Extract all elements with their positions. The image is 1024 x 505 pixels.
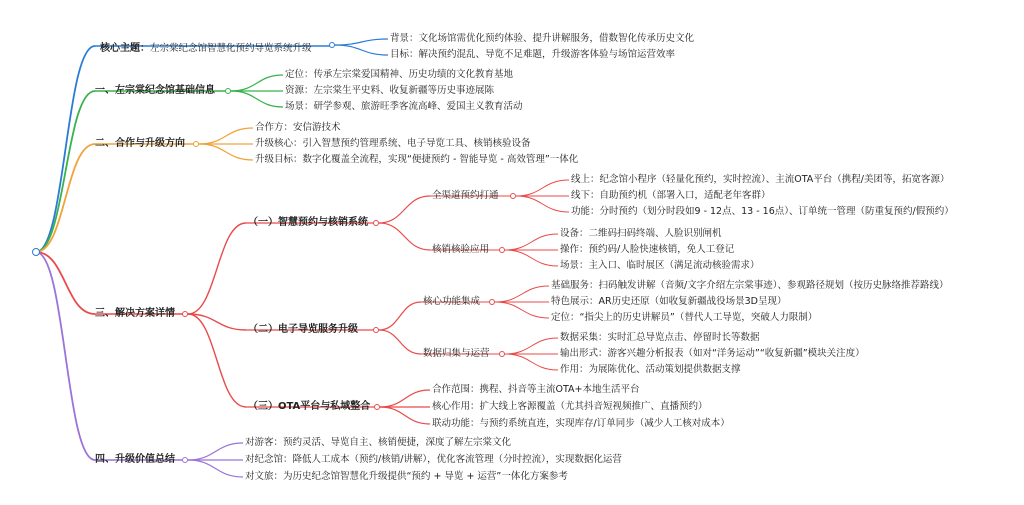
edge-s3a-channel (379, 196, 430, 223)
s3b-dot (373, 327, 379, 333)
s3a-device: 设备：二维码扫码终端、人脸识别闸机 (560, 228, 722, 239)
s2-upgrade-core: 升级核心：引入智慧预约管理系统、电子导览工具、核销核验设备 (255, 138, 531, 149)
edge-s1-scene (231, 91, 283, 107)
s3a-channel[interactable]: 全渠道预约打通 (432, 190, 499, 201)
edge-s3-a (188, 223, 246, 314)
edge-core-goal (335, 45, 388, 55)
core-theme-label: 左宗棠纪念馆智慧化预约导览系统升级 (150, 43, 312, 54)
s3b-basic-service: 基础服务：扫码触发讲解（音频/文字介绍左宗棠事迹）、参观路径规划（按历史脉络推荐路线） (551, 280, 949, 291)
edge-s1-pos (231, 75, 283, 91)
s3a-online: 线上：纪念馆小程序（轻量化预约，实时控流）、主流OTA平台（携程/美团等，拓宽客源） (571, 174, 950, 185)
s4-museum: 对纪念馆：降低人工成本（预约/核销/讲解），优化客流管理（分时控流），实现数据化运营 (245, 454, 622, 465)
s3a-scene: 场景：主入口、临时展区（满足流动核验需求） (560, 260, 760, 271)
s3a-channel-dot (510, 193, 516, 199)
edge-s3a-verify (379, 223, 430, 250)
edge-s3b-data (379, 330, 421, 354)
s3a-booking-verify[interactable]: （一）智慧预约与核销系统 (248, 217, 368, 228)
s3b-data[interactable]: 数据归集与运营 (423, 348, 490, 359)
edge-s3b-core (379, 302, 421, 330)
s3b-collect: 数据采集：实时汇总导览点击、停留时长等数据 (560, 332, 760, 343)
edge-data-collect (505, 338, 558, 354)
section-2-dot (193, 141, 199, 147)
section-4-value[interactable]: 四、升级价值总结 (95, 454, 175, 465)
s3c-ota[interactable]: （三）OTA平台与私域整合 (248, 401, 371, 412)
edge-verify-device (505, 234, 558, 250)
s3b-core-functions[interactable]: 核心功能集成 (423, 296, 481, 307)
edge-s2-goal (199, 144, 253, 160)
s1-position: 定位：传承左宗棠爱国精神、历史功绩的文化教育基地 (285, 69, 514, 80)
edge-verify-scene (505, 250, 558, 266)
edge-s4-visitor (188, 443, 243, 460)
s1-scenes: 场景：研学参观、旅游旺季客流高峰、爱国主义教育活动 (285, 101, 523, 112)
s3b-core-dot (489, 299, 495, 305)
edge-root-s1 (36, 91, 95, 252)
edge-root-s3 (36, 252, 95, 314)
s3a-function: 功能：分时预约（划分时段如9 - 12点、13 - 16点）、订单统一管理（防重复预约/假预约） (571, 206, 954, 217)
core-theme-node[interactable]: 核心主题：左宗棠纪念馆智慧化预约导览系统升级 (100, 43, 312, 54)
section-1-dot (225, 88, 231, 94)
core-theme-dot (329, 42, 335, 48)
edge-channel-func (516, 196, 569, 212)
s4-tourism: 对文旅：为历史纪念馆智慧化升级提供“预约 + 导览 + 运营”一体化方案参考 (245, 471, 568, 482)
core-goal: 目标：解决预约混乱、导览不足难题，升级游客体验与场馆运营效率 (390, 49, 676, 60)
s3c-dot (374, 404, 380, 410)
edge-s2-partner (199, 128, 253, 144)
s3c-scope: 合作范围：携程、抖音等主流OTA+本地生活平台 (432, 384, 640, 395)
s3b-e-guide[interactable]: （二）电子导览服务升级 (248, 324, 358, 335)
s3c-link: 联动功能：与预约系统直连，实现库存/订单同步（减少人工核对成本） (432, 418, 730, 429)
edge-core-bg (335, 39, 388, 45)
core-background: 背景：文化场馆需优化预约体验、提升讲解服务，借数智化传承历史文化 (390, 33, 695, 44)
section-3-dot (182, 311, 188, 317)
s3c-role: 核心作用：扩大线上客源覆盖（尤其抖音短视频推广、直播预约） (432, 401, 708, 412)
s3a-verify-dot (499, 247, 505, 253)
s3b-position: 定位：“指尖上的历史讲解员”（替代人工导览，突破人力限制） (551, 312, 818, 323)
section-2-cooperation[interactable]: 二、合作与升级方向 (95, 138, 185, 149)
s1-resources: 资源：左宗棠生平史料、收复新疆等历史事迹展陈 (285, 85, 495, 96)
edge-core-basic (495, 286, 549, 302)
s3a-offline: 线下：自助预约机（部署入口，适配老年客群） (571, 190, 771, 201)
s3a-dot (373, 220, 379, 226)
section-3-solution[interactable]: 三、解决方案详情 (95, 308, 175, 319)
s2-upgrade-goal: 升级目标：数字化覆盖全流程，实现“便捷预约 - 智能导览 - 高效管理”一体化 (255, 154, 579, 165)
s3a-verify[interactable]: 核销核验应用 (432, 244, 490, 255)
edge-s4-tourism (188, 460, 243, 477)
section-4-dot (182, 457, 188, 463)
edge-root-s2 (36, 144, 95, 252)
edge-s3c-link (380, 407, 430, 424)
s3b-use: 作用：为展陈优化、活动策划提供数据支撑 (560, 364, 741, 375)
edge-s3c-scope (380, 390, 430, 407)
s2-partner: 合作方：安信游技术 (255, 122, 341, 133)
edge-data-use (505, 354, 558, 370)
s3b-feature: 特色展示：AR历史还原（如收复新疆战役场景3D呈现） (551, 296, 787, 307)
section-1-basic-info[interactable]: 一、左宗棠纪念馆基础信息 (95, 85, 215, 96)
edge-core-pos (495, 302, 549, 318)
s3b-data-dot (499, 351, 505, 357)
root-node[interactable] (32, 248, 40, 256)
edge-channel-online (516, 180, 569, 196)
edge-s3-c (188, 314, 246, 407)
s3a-operation: 操作：预约码/人脸快速核销，免人工登记 (560, 244, 735, 255)
s4-visitor: 对游客：预约灵活、导览自主、核销便捷，深度了解左宗棠文化 (245, 437, 512, 448)
s3b-output: 输出形式：游客兴趣分析报表（如对“洋务运动”“收复新疆”模块关注度） (560, 348, 865, 359)
